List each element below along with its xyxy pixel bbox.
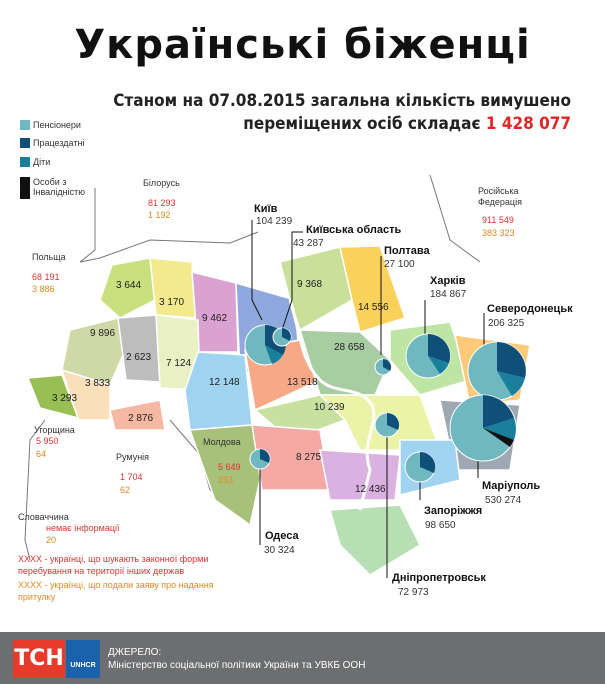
region-value-volyn: 3 644: [116, 280, 142, 291]
city-kyiv: Київ: [254, 203, 278, 215]
romania-asylum: 1 704: [120, 472, 143, 482]
region-ternopil: [118, 315, 160, 382]
city-zaporizhzhia: Запоріжжя: [424, 505, 483, 517]
page-title: Українські біженці: [74, 22, 531, 68]
bubble-mariupol: [450, 395, 516, 461]
poland-protection: 3 886: [32, 284, 55, 294]
city-mariupol: Маріуполь: [482, 480, 541, 492]
country-slovakia: Словаччина: [18, 512, 69, 522]
city-dnipropetrovsk: Дніпропетровськ: [392, 572, 486, 584]
city-dnipropetrovsk-value: 72 973: [398, 587, 429, 598]
source-label: ДЖЕРЕЛО:: [108, 647, 162, 658]
region-value-lviv: 9 896: [90, 328, 116, 339]
region-value-kherson: 12 436: [355, 484, 386, 495]
subtitle-line-1: Станом на 07.08.2015 загальна кількість вимушено: [113, 91, 571, 111]
slovakia-asylum: немає інформації: [46, 523, 120, 533]
footer: [0, 632, 605, 684]
city-sievierodonetsk-value: 206 325: [488, 318, 525, 329]
city-poltava-value: 27 100: [384, 259, 415, 270]
total-count: 1 428 077: [485, 114, 571, 134]
city-mariupol-value: 530 274: [485, 495, 522, 506]
bubble-poltava: [375, 359, 391, 375]
region-value-sumy: 14 556: [358, 302, 389, 313]
region-value-ternopil: 2 623: [126, 352, 152, 363]
legend-item-disabled: Особи з Інвалідністю: [20, 177, 95, 199]
region-value-mykolaiv: 8 275: [296, 452, 322, 463]
region-value-rivne: 3 170: [159, 297, 185, 308]
tsn-logo: ТСН: [13, 640, 65, 678]
legend-item-children: Діти: [20, 157, 50, 167]
country-belarus: Білорусь: [143, 178, 180, 188]
region-value-khmelnytskyi: 7 124: [166, 358, 192, 369]
source: [108, 646, 365, 672]
moldova-protection: 233: [218, 475, 234, 485]
poland-asylum: 68 191: [32, 272, 60, 282]
city-kharkiv: Харків: [430, 275, 466, 287]
russia-asylum: 911 549: [482, 215, 514, 225]
bubble-dnipropetrovsk: [375, 413, 399, 437]
note-orange: XXXX - українці, що подали заяву про надання притулку: [18, 580, 214, 602]
region-value-chernihiv: 9 368: [297, 279, 323, 290]
country-hungary: Угорщина: [34, 425, 75, 435]
region-value-kirovohrad: 13 518: [287, 377, 318, 388]
city-sievierodonetsk: Северодонецьк: [487, 303, 573, 315]
region-vinnytsia: [185, 352, 252, 430]
hungary-asylum: 5 950: [36, 436, 59, 446]
region-value-vinnytsia: 12 148: [209, 377, 240, 388]
country-poland: Польща: [32, 252, 66, 262]
region-value-zakarpattia: 3 293: [52, 393, 78, 404]
unhcr-logo: UNHCR: [66, 640, 100, 678]
bubble-kharkiv: [406, 334, 450, 378]
note-red: XXXX - українці, що шукають законної форми перебування на території інших держав: [18, 554, 209, 576]
city-kyiv-oblast: Київська область: [306, 224, 402, 236]
bubble-odesa: [250, 449, 270, 469]
source-text: Міністерство соціальної політики України та УВКБ ООН: [108, 660, 366, 671]
region-value-ivano-frankivsk: 3 833: [85, 378, 111, 389]
country-russia: Російська Федерація: [478, 186, 522, 207]
bubble-kyiv-oblast: [273, 328, 291, 346]
moldova-asylum: 5 649: [218, 462, 241, 472]
region-value-kherson-left: 10 239: [314, 402, 345, 413]
country-romania: Румунія: [116, 452, 150, 462]
city-zaporizhzhia-value: 98 650: [425, 520, 456, 531]
hungary-protection: 64: [36, 449, 47, 459]
slovakia-protection: 20: [46, 535, 57, 545]
region-value-zhytomyr: 9 462: [202, 313, 228, 324]
region-crimea: [330, 505, 420, 575]
city-kyiv-oblast-value: 43 287: [293, 238, 324, 249]
city-odesa-value: 30 324: [264, 545, 295, 556]
region-value-chernivtsi: 2 876: [128, 413, 154, 424]
belarus-asylum: 81 293: [148, 198, 176, 208]
bubble-sievierodonetsk: [468, 342, 526, 400]
legend-item-workers: Працездатні: [20, 138, 84, 148]
city-kyiv-value: 104 239: [256, 216, 293, 227]
belarus-protection: 1 192: [148, 210, 171, 220]
region-value-cherkasy: 28 658: [334, 342, 365, 353]
russia-protection: 383 323: [482, 228, 515, 238]
legend-item-pensioners: Пенсіонери: [20, 120, 81, 130]
country-moldova: Молдова: [203, 437, 241, 447]
city-kharkiv-value: 184 867: [430, 289, 467, 300]
region-rivne: [150, 258, 196, 318]
city-odesa: Одеса: [265, 530, 299, 542]
romania-protection: 62: [120, 485, 131, 495]
city-poltava: Полтава: [384, 245, 430, 257]
bubble-zaporizhzhia: [405, 452, 435, 482]
subtitle-line-2: переміщених осіб складає: [243, 114, 481, 134]
